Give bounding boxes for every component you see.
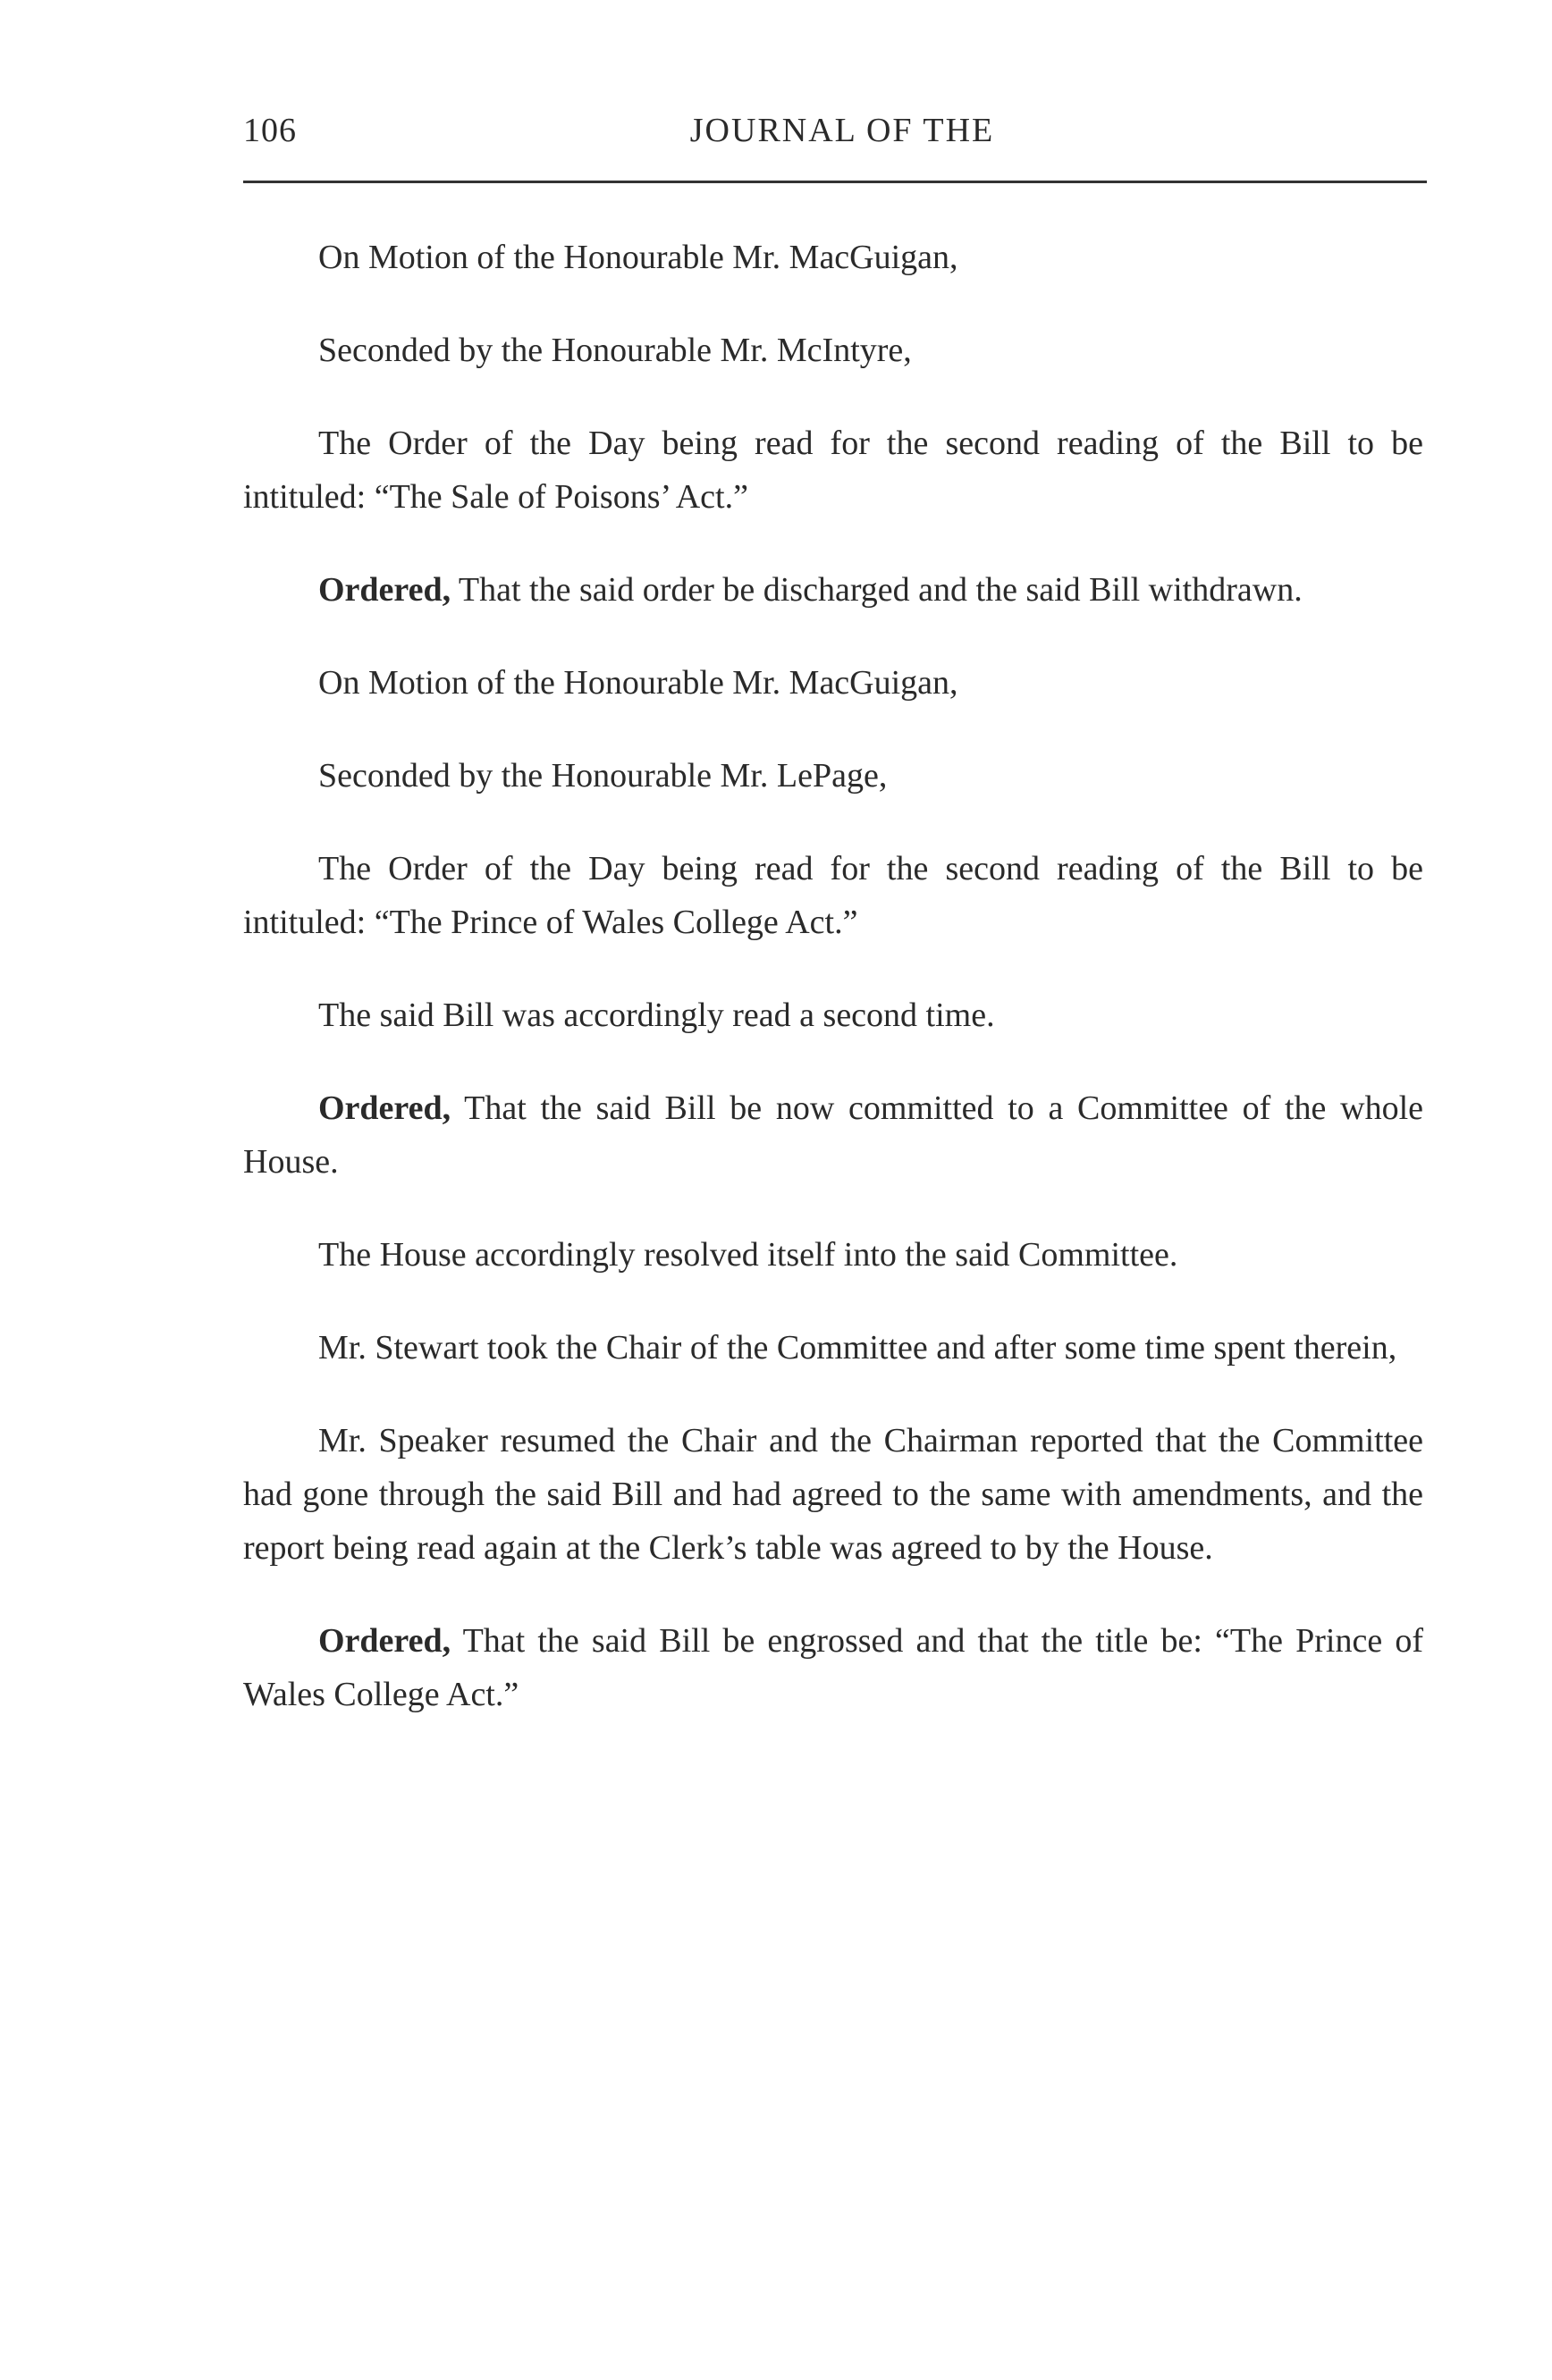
page-header [243, 111, 1423, 164]
header-rule [243, 181, 1427, 183]
paragraph-seconded-1: Seconded by the Honourable Mr. McIntyre, [318, 332, 912, 369]
journal-body [243, 231, 1423, 1761]
paragraph-seconded-2: Seconded by the Honourable Mr. LePage, [318, 757, 888, 795]
paragraph-report: Mr. Speaker resumed the Chair and the Chairman reported that the Committee had gone through the said Bill and had agreed to the same with amendments, and the report being read again at the Clerk’s table was agreed to by the House. [243, 1422, 1423, 1567]
paragraph-order-of-day-1: The Order of the Day being read for the second reading of the Bill to be intituled: “The Sale of Poisons’ Act.” [243, 425, 1423, 516]
paragraph-order-of-day-2: The Order of the Day being read for the second reading of the Bill to be intituled: “The Prince of Wales College Act.” [243, 850, 1423, 941]
paragraph-motion-1: On Motion of the Honourable Mr. MacGuigan, [318, 239, 958, 276]
paragraph-chair-taken: Mr. Stewart took the Chair of the Committee and after some time spent therein, [318, 1329, 1397, 1367]
running-head: JOURNAL OF THE [689, 112, 995, 149]
paragraph-house-resolved: The House accordingly resolved itself into the said Committee. [318, 1236, 1178, 1274]
ordered-lead: Ordered, [318, 571, 451, 609]
paragraph-second-reading: The said Bill was accordingly read a second time. [318, 997, 995, 1034]
ordered-lead: Ordered, [318, 1622, 451, 1660]
page-number: 106 [243, 112, 297, 149]
paragraph-motion-2: On Motion of the Honourable Mr. MacGuigan, [318, 664, 958, 702]
paragraph-ordered-1: Ordered, That the said order be discharged and the said Bill withdrawn. [318, 571, 1303, 609]
ordered-lead: Ordered, [318, 1089, 451, 1127]
paragraph-ordered-2: Ordered, That the said Bill be now committed to a Committee of the whole House. [243, 1089, 1423, 1181]
paragraph-ordered-3: Ordered, That the said Bill be engrossed and that the title be: “The Prince of Wales College Act.” [243, 1622, 1423, 1713]
